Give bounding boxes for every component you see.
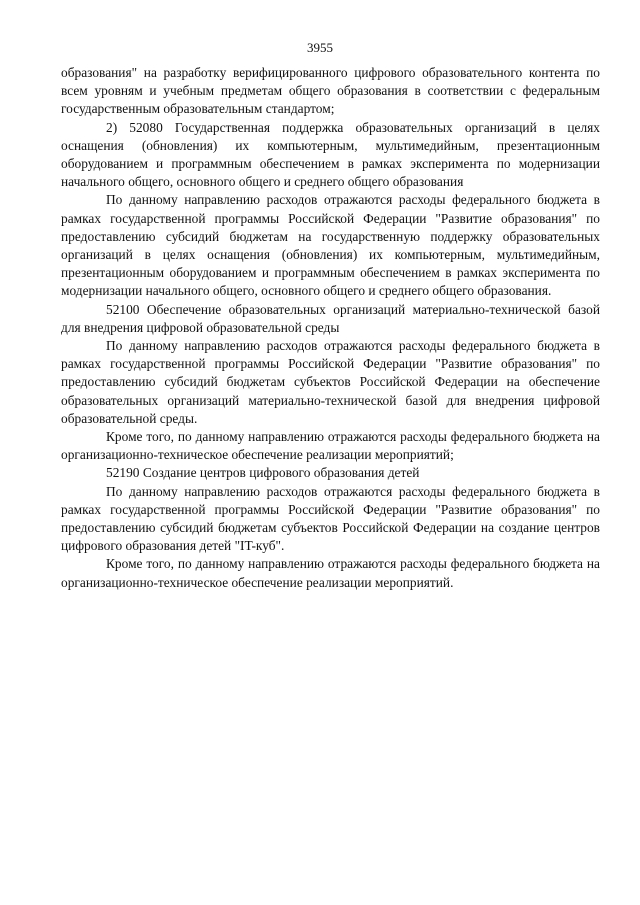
paragraph-52100-description: По данному направлению расходов отражаются расходы федерального бюджета в рамках государственной программы Российской Федерации "Развитие образования" по предоставлению субсидий бюджетам субъектов Российской Федерации на обеспечение образовательных организаций материально-технической базой для внедрения цифровой образовательной среды. — [61, 338, 600, 426]
section-heading-52080: 2) 52080 Государственная поддержка образовательных организаций в целях оснащения (обновления) их компьютерным, мультимедийным, презентационным оборудованием и программным обеспечением в рамках эксперимента по модернизации начального общего, основного общего и среднего общего образования — [61, 119, 600, 190]
paragraph-52190-additional: Кроме того, по данному направлению отражаются расходы федерального бюджета на организационно-техническое обеспечение реализации мероприятий. — [61, 556, 600, 590]
paragraph-continuation: образования" на разработку верифицированного цифрового образовательного контента по всем уровням и учебным предметам общего образования в соответствии с федеральным государственным образовательным стандартом; — [61, 65, 600, 117]
document-body — [61, 64, 600, 592]
paragraph-52100-additional: Кроме того, по данному направлению отражаются расходы федерального бюджета на организационно-техническое обеспечение реализации мероприятий; — [61, 429, 600, 463]
paragraph-52080-description: По данному направлению расходов отражаются расходы федерального бюджета в рамках государственной программы Российской Федерации "Развитие образования" по предоставлению субсидий бюджетам на государственную поддержку образовательных организаций в целях оснащения (обновления) их компьютерным, мультимедийным, презентационным оборудованием и программным обеспечением в рамках эксперимента по модернизации начального общего, основного общего и среднего общего образования. — [61, 192, 600, 299]
section-heading-52100: 52100 Обеспечение образовательных организаций материально-технической базой для внедрения цифровой образовательной среды — [61, 301, 600, 335]
section-heading-52190: 52190 Создание центров цифрового образования детей — [106, 465, 420, 481]
paragraph-52190-description: По данному направлению расходов отражаются расходы федерального бюджета в рамках государственной программы Российской Федерации "Развитие образования" по предоставлению субсидий бюджетам субъектов Российской Федерации на создание центров цифрового образования детей "IT-куб". — [61, 483, 600, 554]
page-number: 3955 — [307, 40, 333, 55]
